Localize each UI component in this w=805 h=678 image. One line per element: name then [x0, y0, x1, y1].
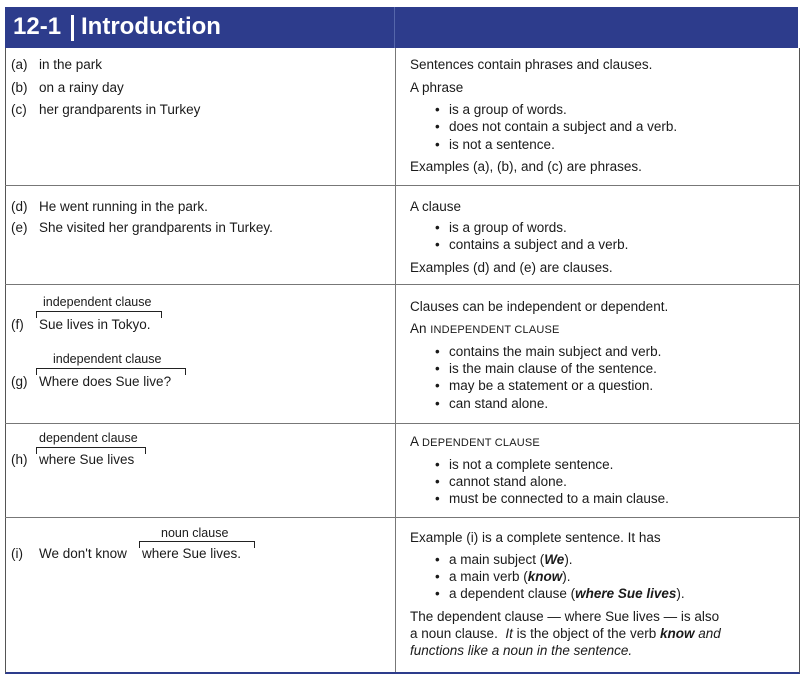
row-divider-4 [5, 517, 800, 518]
example-label-e: (e) [11, 220, 28, 235]
tag-independent-f: independent clause [43, 295, 152, 309]
title-divider [71, 15, 74, 41]
clause-closing: Examples (d) and (e) are clauses. [410, 260, 613, 275]
chart-title: Introduction [81, 13, 221, 40]
noun-bullet-2: • a main verb (know). [449, 568, 571, 585]
dependent-bullet-2: • cannot stand alone. [449, 473, 567, 490]
phrase-closing: Examples (a), (b), and (c) are phrases. [410, 159, 642, 174]
example-text-a: in the park [39, 57, 103, 72]
independent-bullet-3: • may be a statement or a question. [449, 377, 653, 394]
noun-bullet-1: • a main subject (We). [449, 551, 573, 568]
dependent-heading: A DEPENDENT CLAUSE [410, 434, 540, 449]
example-label-g: (g) [11, 374, 28, 389]
independent-bullet-2: • is the main clause of the sentence. [449, 360, 657, 377]
example-text-i: where Sue lives. [142, 546, 242, 561]
independent-intro: Clauses can be independent or dependent. [410, 299, 669, 314]
noun-bullet-3: • a dependent clause (where Sue lives). [449, 585, 685, 602]
example-label-h: (h) [11, 452, 28, 467]
independent-bullet-1: • contains the main subject and verb. [449, 343, 661, 360]
example-text-h: where Sue lives [39, 452, 135, 467]
chart-number: 12-1 [13, 13, 62, 40]
header-column-separator [394, 7, 395, 48]
example-text-f: Sue lives in Tokyo. [39, 317, 151, 332]
row-divider-3 [5, 423, 800, 424]
example-label-b: (b) [11, 80, 28, 95]
example-lead-i: We don't know [39, 546, 127, 561]
example-text-d: He went running in the park. [39, 199, 208, 214]
phrase-bullet-3: • is not a sentence. [449, 136, 555, 153]
tag-independent-g: independent clause [53, 352, 162, 366]
phrase-bullet-1: • is a group of words. [449, 101, 567, 118]
example-label-d: (d) [11, 199, 28, 214]
noun-para-line-2: a noun clause. It is the object of the verb know and [410, 626, 721, 641]
example-text-g: Where does Sue live? [39, 374, 172, 389]
example-text-e: She visited her grandparents in Turkey. [39, 220, 273, 235]
clause-heading: A clause [410, 199, 462, 214]
example-label-c: (c) [11, 102, 27, 117]
example-label-f: (f) [11, 317, 24, 332]
column-divider [395, 48, 396, 672]
dependent-bullet-1: • is not a complete sentence. [449, 456, 613, 473]
chart-header [5, 7, 798, 48]
example-text-c: her grandparents in Turkey [39, 102, 201, 117]
clause-bullet-2: • contains a subject and a verb. [449, 236, 628, 253]
phrase-intro: Sentences contain phrases and clauses. [410, 57, 653, 72]
example-label-i: (i) [11, 546, 23, 561]
example-text-b: on a rainy day [39, 80, 124, 95]
noun-intro: Example (i) is a complete sentence. It has [410, 530, 661, 545]
row-divider-1 [5, 185, 800, 186]
tag-dependent-h: dependent clause [39, 431, 138, 445]
tag-noun-clause: noun clause [161, 526, 229, 540]
phrase-bullet-2: • does not contain a subject and a verb. [449, 118, 677, 135]
dependent-bullet-3: • must be connected to a main clause. [449, 490, 669, 507]
row-divider-2 [5, 284, 800, 285]
noun-para-line-3: functions like a noun in the sentence. [410, 643, 633, 658]
independent-heading: An INDEPENDENT CLAUSE [410, 321, 560, 336]
noun-para-line-1: The dependent clause — where Sue lives — is also [410, 609, 720, 624]
clause-bullet-1: • is a group of words. [449, 219, 567, 236]
phrase-heading: A phrase [410, 80, 464, 95]
example-label-a: (a) [11, 57, 28, 72]
independent-bullet-4: • can stand alone. [449, 395, 548, 412]
